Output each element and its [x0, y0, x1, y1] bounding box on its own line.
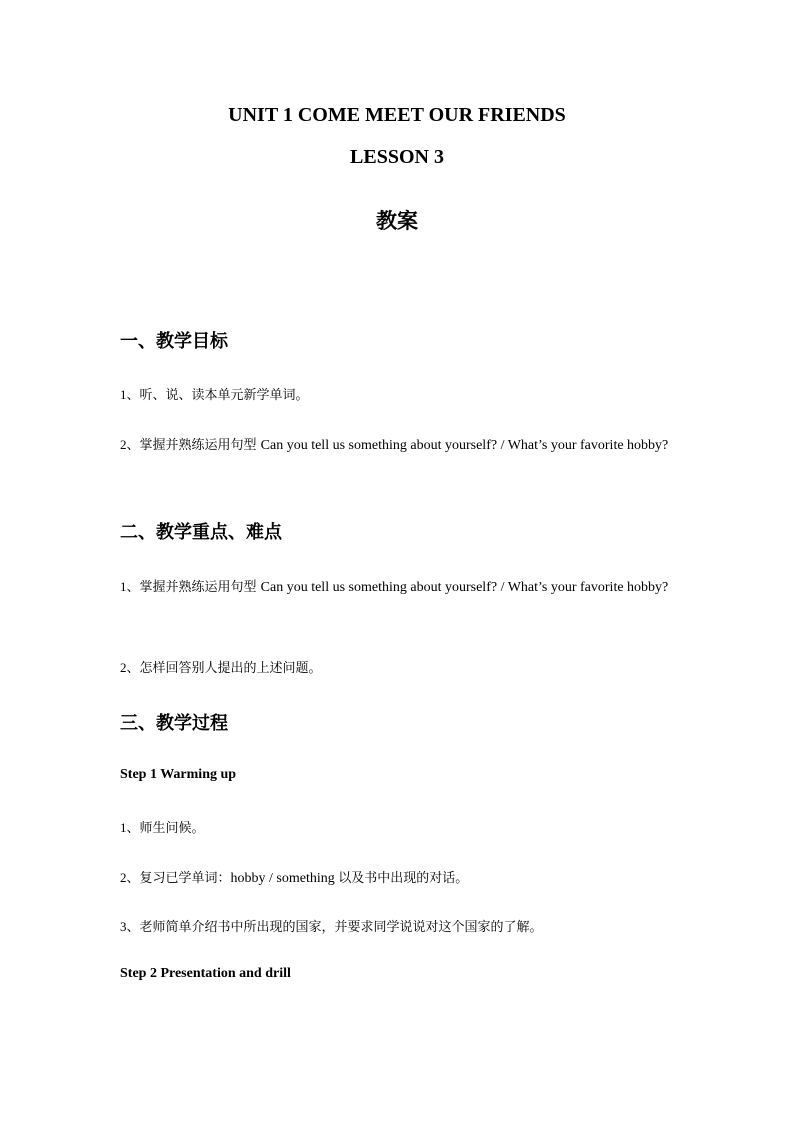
item-number: 2 [120, 437, 127, 452]
step-1-item-1 [120, 812, 674, 844]
item-separator: 、 [126, 438, 140, 453]
item-text-cn-2: 以及书中出现的对话。 [338, 871, 469, 886]
item-text: 听、说、读本单元新学单词。 [139, 388, 309, 403]
item-text-cn: 掌握并熟练运用句型 [139, 438, 261, 453]
item-separator: 、 [126, 821, 140, 836]
lesson-title: LESSON 3 [350, 146, 444, 168]
item-separator: 、 [126, 920, 140, 935]
item-text-cn: 复习已学单词： [139, 871, 231, 886]
key-point-item-2 [120, 652, 674, 684]
item-text: 怎样回答别人提出的上述问题。 [139, 661, 322, 676]
section-heading-key-points: 二、教学重点、难点 [120, 522, 282, 543]
objective-item-2 [120, 429, 674, 461]
item-text: 老师简单介绍书中所出现的国家，并要求同学说说对这个国家的了解。 [139, 920, 543, 935]
item-number: 1 [120, 579, 127, 594]
section-heading-objectives: 一、教学目标 [120, 331, 228, 352]
step-2-title: Step 2 Presentation and drill [120, 966, 291, 981]
key-point-item-1 [120, 571, 674, 603]
item-text: 师生问候。 [139, 821, 205, 836]
document-type-title: 教案 [376, 209, 418, 233]
step-1-item-3 [120, 911, 674, 943]
item-separator: 、 [126, 580, 140, 595]
item-number: 1 [120, 387, 127, 402]
step-1-item-2 [120, 862, 674, 894]
document-title: UNIT 1 COME MEET OUR FRIENDS [228, 104, 566, 126]
item-text-cn: 掌握并熟练运用句型 [139, 580, 261, 595]
item-number: 1 [120, 820, 127, 835]
item-number: 3 [120, 919, 127, 934]
item-text-en: Can you tell us something about yourself? / What’s your favorite hobby? [260, 438, 669, 453]
item-separator: 、 [126, 871, 140, 886]
section-heading-process: 三、教学过程 [120, 713, 228, 734]
item-text-en: Can you tell us something about yourself? / What’s your favorite hobby? [260, 580, 669, 595]
item-number: 2 [120, 870, 127, 885]
objective-item-1 [120, 379, 674, 411]
item-text-en: hobby / something [230, 871, 339, 886]
step-1-title: Step 1 Warming up [120, 767, 237, 782]
item-separator: 、 [126, 661, 140, 676]
item-number: 2 [120, 660, 127, 675]
item-separator: 、 [126, 388, 140, 403]
